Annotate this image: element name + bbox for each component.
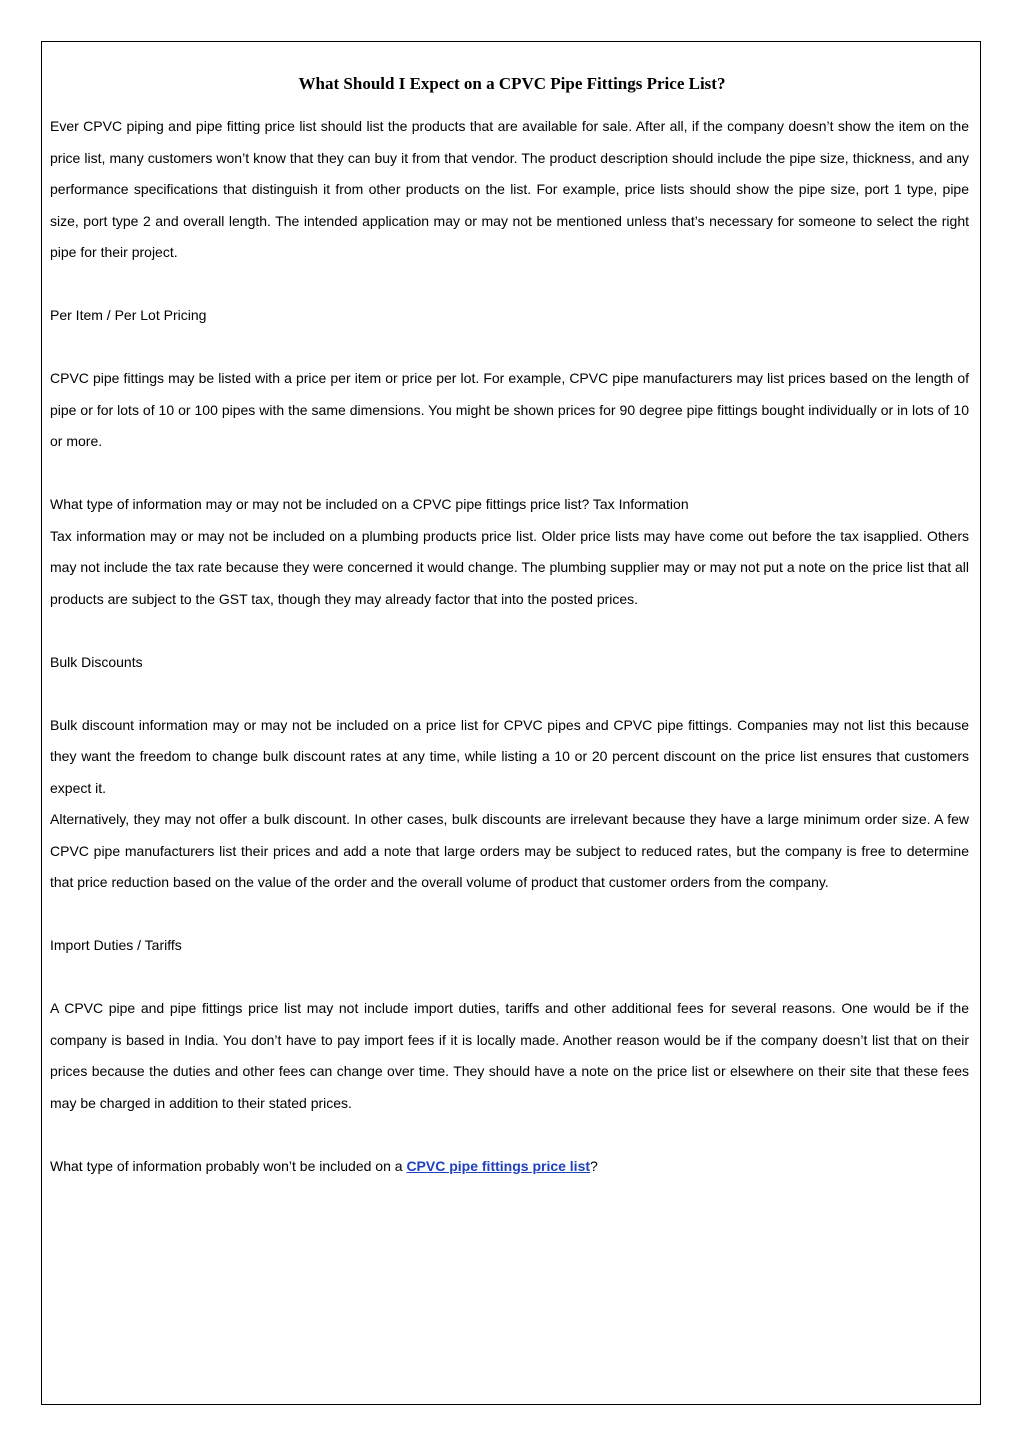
tax-heading: What type of information may or may not be included on a CPVC pipe fittings price list? Tax Information xyxy=(50,496,689,512)
spacer xyxy=(50,962,969,994)
tax-paragraph: Tax information may or may not be included on a plumbing products price list. Older price lists may have come out before the tax isapplied. Others may not include the tax rate because they were concerned it would change. The plumbing supplier may or may not put a note on the price list that all products are subject to the GST tax, though they may already factor that into the posted prices. xyxy=(50,527,969,607)
final-question-suffix: ? xyxy=(590,1157,598,1174)
spacer xyxy=(50,899,969,931)
bulk-heading: Bulk Discounts xyxy=(50,653,143,670)
spacer xyxy=(50,458,969,490)
spacer xyxy=(50,269,969,301)
import-paragraph: A CPVC pipe and pipe fittings price list may not include import duties, tariffs and other additional fees for several reasons. One would be if the company is based in India. You don’t have to pay import fees if it is locally made. Another reason would be if the company doesn’t list that on their prices because the duties and other fees can change over time. They should have a note on the price list or elsewhere on their site that these fees may be charged in addition to their stated prices. xyxy=(50,1000,969,1111)
import-heading: Import Duties / Tariffs xyxy=(50,937,182,953)
pricing-paragraph: CPVC pipe fittings may be listed with a price per item or price per lot. For example, CPVC pipe manufacturers may list prices based on the length of pipe or for lots of 10 or 100 pipes with the same dimensions. You might be shown prices for 90 degree pipe fittings bought individually or in lots of 10 or more. xyxy=(50,370,969,449)
bulk-paragraph-2: Alternatively, they may not offer a bulk discount. In other cases, bulk discounts are irrelevant because they have a large minimum order size. A few CPVC pipe manufacturers list their prices and add a note that large orders may be subject to reduced rates, but the company is free to determine that price reduction based on the value of the order and the overall volume of product that customer orders from the company. xyxy=(50,811,969,890)
document-title: What Should I Expect on a CPVC Pipe Fittings Price List? xyxy=(298,74,726,93)
intro-paragraph: Ever CPVC piping and pipe fitting price list should list the products that are available for sale. After all, if the company doesn’t show the item on the price list, many customers won’t know that they can buy it from that vendor. The product description should include the pipe size, thickness, and any performance specifications that distinguish it from other products on the list. For example, price lists should show the pipe size, port 1 type, pipe size, port type 2 and overall length. The intended application may or may not be mentioned unless that’s necessary for someone to select the right pipe for their project. xyxy=(50,118,969,260)
bulk-paragraph-1: Bulk discount information may or may not be included on a price list for CPVC pipes and CPVC pipe fittings. Companies may not list this because they want the freedom to change bulk discount rates at any time, while listing a 10 or 20 percent discount on the price list ensures that customers expect it. xyxy=(50,716,969,796)
spacer xyxy=(50,678,969,710)
document-body xyxy=(50,111,969,1182)
final-question xyxy=(50,1151,969,1183)
final-question-prefix: What type of information probably won’t be included on a xyxy=(50,1157,407,1174)
spacer xyxy=(50,615,969,647)
spacer xyxy=(50,1119,969,1151)
pricing-heading: Per Item / Per Lot Pricing xyxy=(50,307,207,323)
price-list-link[interactable]: CPVC pipe fittings price list xyxy=(406,1157,591,1174)
spacer xyxy=(50,332,969,364)
